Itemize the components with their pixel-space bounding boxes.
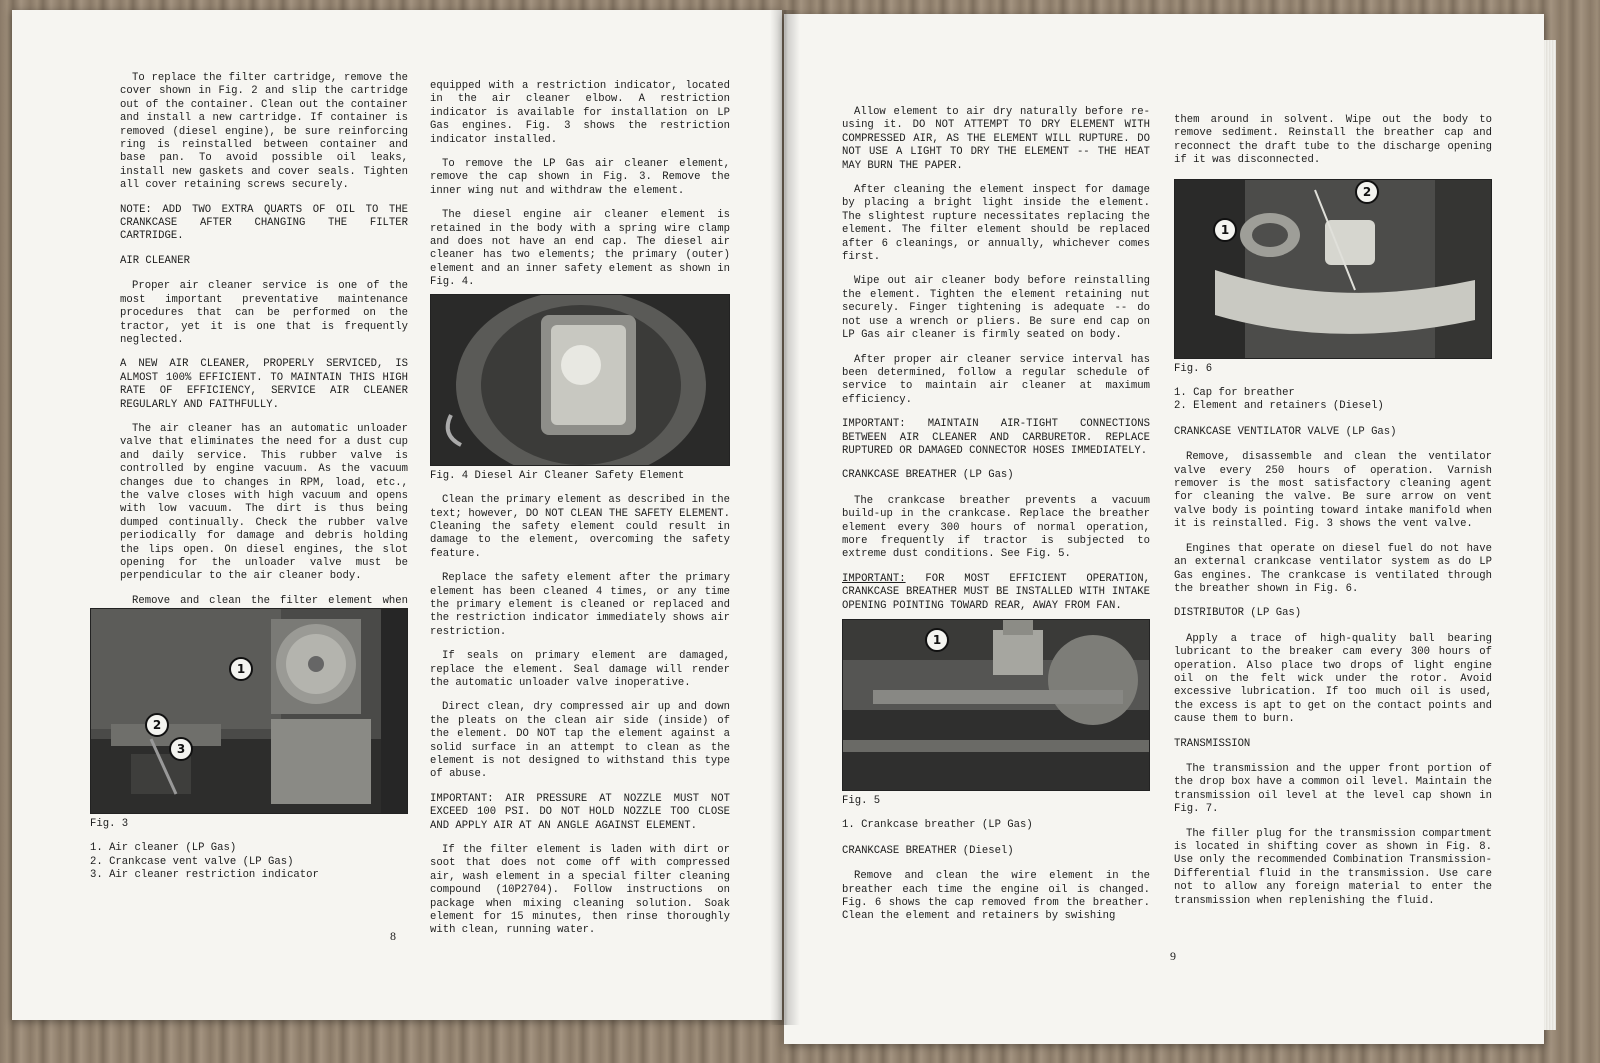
fig5-legend xyxy=(842,819,1150,832)
air-tight-warning: IMPORTANT: MAINTAIN AIR-TIGHT CONNECTIONS BETWEEN AIR CLEANER AND CARBURETOR. REPLACE RUPTURED OR DAMAGED CONNECTOR HOSES IMMEDIATELY. xyxy=(842,418,1150,457)
fig5-callout-1: 1 xyxy=(925,628,949,652)
fig4-air-cleaner-illustration xyxy=(431,295,730,465)
fig5-caption: Fig. 5 xyxy=(842,795,881,807)
transmission-oil-paragraph: The transmission and the upper front portion of the drop box have a common oil level. Maintain the transmission oil level at the level cap shown in Fig. 7. xyxy=(1174,762,1492,816)
fig3-engine-illustration xyxy=(91,609,408,813)
fig6-breather-cap-illustration xyxy=(1175,180,1492,358)
inspect-element-paragraph: After cleaning the element inspect for damage by placing a bright light inside the element. The slightest rupture necessitates replacing the element. The filter element should be replaced after 6 cleanings, or annually, whichever comes first. xyxy=(842,184,1150,264)
fig3-callout-3: 3 xyxy=(169,737,193,761)
fig4-photo xyxy=(430,294,730,466)
fig3-legend-item: 3. Air cleaner restriction indicator xyxy=(90,869,319,882)
diesel-element-paragraph: The diesel engine air cleaner element is retained in the body with a spring wire clamp and does not have an end cap. The diesel air cleaner has two elements; the primary (outer) element and an inner safety element as shown in Fig. 4. xyxy=(430,209,730,289)
breather-lp-heading: CRANKCASE BREATHER (LP Gas) xyxy=(842,469,1014,482)
fig6-photo xyxy=(1174,179,1492,359)
fig6-callout-2: 2 xyxy=(1355,180,1379,204)
lp-gas-element-removal: To remove the LP Gas air cleaner element, remove the cap shown in Fig. 3. Remove the inner wing nut and withdraw the element. xyxy=(430,158,730,197)
page-number-right: 9 xyxy=(1170,949,1176,963)
vent-valve-heading: CRANKCASE VENTILATOR VALVE (LP Gas) xyxy=(1174,425,1397,438)
breather-install-warning xyxy=(842,573,1150,613)
fig3-caption: Fig. 3 xyxy=(90,818,129,830)
fig3-legend-item: 2. Crankcase vent valve (LP Gas) xyxy=(90,855,294,868)
air-cleaner-heading: AIR CLEANER xyxy=(120,254,190,267)
page-edge-stack xyxy=(1544,40,1556,1030)
breather-lp-paragraph: The crankcase breather prevents a vacuum build-up in the crankcase. Replace the breather element every 300 hours of normal operation, more frequently if tractor is subjected to extreme dust conditions. See Fig. 5. xyxy=(842,494,1150,561)
page-number-left: 8 xyxy=(390,929,396,943)
fig3-callout-2: 2 xyxy=(145,713,169,737)
right-page xyxy=(784,14,1544,1044)
restriction-indicator-paragraph: equipped with a restriction indicator, located in the air cleaner elbow. A restriction indicator is available for installation on LP Gas engines. Fig. 3 shows the restriction indicator installed. xyxy=(430,80,730,146)
air-dry-paragraph: Allow element to air dry naturally before re-using it. DO NOT ATTEMPT TO DRY ELEMENT WITH COMPRESSED AIR, AS THE ELEMENT WILL RUPTURE. DO NOT USE A LIGHT TO DRY THE ELEMENT -- THE HEAT MAY BURN THE PAPER. xyxy=(842,106,1150,172)
fig3-legend-item: 1. Air cleaner (LP Gas) xyxy=(90,842,237,855)
fig5-breather-illustration xyxy=(843,620,1150,790)
fig6-caption: Fig. 6 xyxy=(1174,362,1213,375)
fig3-legend xyxy=(90,842,408,882)
unloader-valve-paragraph: The air cleaner has an automatic unloader valve that eliminates the need for a dust cup and daily service. This rubber valve is controlled by engine vacuum. As the vacuum changes due to changes in RPM, load, etc., the valve closes with high vacuum and opens with low vacuum. The dirt is thus being dumped continually. Check the rubber valve periodically for damage and debris holding the lips open. On diesel engines, the slot opening for the unloader valve must be perpendicular to the air cleaner body. xyxy=(120,422,408,583)
distributor-paragraph: Apply a trace of high-quality ball bearing lubricant to the breaker cam every 300 hours of operation. Also place two drops of light engine oil on the felt wick under the rotor. Avoid excessive lubrication. If too much oil is used, the excess is apt to get on the contact points and cause them to burn. xyxy=(1174,632,1492,726)
fig3-photo xyxy=(90,608,408,814)
seal-damage-paragraph: If seals on primary element are damaged, replace the element. Seal damage will render the automatic unloader valve inoperative. xyxy=(430,650,730,689)
fig6-callout-1: 1 xyxy=(1213,218,1237,242)
diesel-ventilation-paragraph: Engines that operate on diesel fuel do not have an external crankcase ventilator system as do LP Gas engines. The crankcase is ventilated through the breather shown in Fig. 6. xyxy=(1174,542,1492,595)
vent-valve-paragraph: Remove, disassemble and clean the ventilator valve every 250 hours of operation. Varnish remover is the most satisfactory cleaning agent for cleaning the valve. Be sure arrow on vent valve body is pointing toward intake manifold when it is reinstalled. Fig. 3 shows the vent valve. xyxy=(1174,451,1492,531)
breather-install-text: FOR MOST EFFICIENT OPERATION, CRANKCASE BREATHER MUST BE INSTALLED WITH INTAKE OPENING POINTING TOWARD REAR, AWAY FROM FAN. xyxy=(842,572,1150,612)
air-pressure-warning: IMPORTANT: AIR PRESSURE AT NOZZLE MUST NOT EXCEED 100 PSI. DO NOT HOLD NOZZLE TOO CLOSE AND APPLY AIR AT AN ANGLE AGAINST ELEMENT. xyxy=(430,792,730,832)
fig3-block xyxy=(90,608,408,883)
right-column-2 xyxy=(1174,114,1492,919)
filler-plug-paragraph: The filler plug for the transmission compartment is located in shifting cover as shown in Fig. 8. Use only the recommended Combination Transmission-Differential fluid in the transmission. Use care not to allow any foreign material to enter the transmission when replenishing the fluid. xyxy=(1174,827,1492,907)
safety-element-replacement: Replace the safety element after the primary element has been cleaned 4 times, or any time the primary element is cleaned or replaced and the restriction indicator immediately shows air restriction. xyxy=(430,572,730,638)
filter-cartridge-paragraph: To replace the filter cartridge, remove the cover shown in Fig. 2 and slip the cartridge out of the container. Clean out the container and install a new cartridge. If container is removed (diesel engine), be sure reinforcing ring is reinstalled between container and base pan. To avoid possible oil leaks, install new gaskets and cover seals. Tighten all cover retaining screws securely. xyxy=(120,72,408,192)
left-column-2 xyxy=(430,80,730,949)
filter-element-paragraph: Remove and clean the filter element when xyxy=(132,594,408,607)
fig5-legend-item: 1. Crankcase breather (LP Gas) xyxy=(842,819,1033,832)
solvent-paragraph: them around in solvent. Wipe out the body to remove sediment. Reinstall the breather cap and reconnect the draft tube to the discharge opening if it was disconnected. xyxy=(1174,114,1492,167)
fig4-caption: Fig. 4 Diesel Air Cleaner Safety Element xyxy=(430,469,685,482)
left-page xyxy=(12,10,782,1020)
fig6-legend xyxy=(1174,387,1492,414)
transmission-heading: TRANSMISSION xyxy=(1174,737,1251,750)
air-cleaner-intro: Proper air cleaner service is one of the most important preventative maintenance procedures that can be performed on the tractor, yet it is one that is frequently neglected. xyxy=(120,280,408,346)
primary-element-paragraph: Clean the primary element as described in the text; however, DO NOT CLEAN THE SAFETY ELEMENT. Cleaning the safety element could result in damage to the element, overcoming the safety feature. xyxy=(430,494,730,560)
important-label: IMPORTANT: xyxy=(842,572,906,585)
distributor-heading: DISTRIBUTOR (LP Gas) xyxy=(1174,607,1302,620)
oil-note: NOTE: ADD TWO EXTRA QUARTS OF OIL TO THE CRANKCASE AFTER CHANGING THE FILTER CARTRIDGE. xyxy=(120,203,408,243)
breather-diesel-heading: CRANKCASE BREATHER (Diesel) xyxy=(842,844,1014,857)
book-spine-shadow xyxy=(770,10,800,1025)
compressed-air-paragraph: Direct clean, dry compressed air up and down the pleats on the clean air side (inside) of the element. DO NOT tap the element against a solid surface in an attempt to clean as the element is not designed to withstand this type of abuse. xyxy=(430,701,730,781)
right-column-1 xyxy=(842,106,1150,935)
fig6-legend-item: 1. Cap for breather xyxy=(1174,387,1295,400)
fig5-photo xyxy=(842,619,1150,791)
fig3-callout-1: 1 xyxy=(229,657,253,681)
fig6-legend-item: 2. Element and retainers (Diesel) xyxy=(1174,400,1384,413)
left-column-1 xyxy=(120,72,408,654)
reinstall-element-paragraph: Wipe out air cleaner body before reinstalling the element. Tighten the element retaining nut securely. Finger tightening is adequate -- do not use a wrench or pliers. Be sure end cap on LP Gas air cleaner is firmly seated on body. xyxy=(842,275,1150,342)
breather-diesel-paragraph: Remove and clean the wire element in the breather each time the engine oil is changed. Fig. 6 shows the cap removed from the breather. Clean the element and retainers by swishing xyxy=(842,870,1150,923)
air-cleaner-efficiency: A NEW AIR CLEANER, PROPERLY SERVICED, IS ALMOST 100% EFFICIENT. TO MAINTAIN THIS HIGH RATE OF EFFICIENCY, SERVICE AIR CLEANER REGULARLY AND FAITHFULLY. xyxy=(120,358,408,411)
filter-washing-paragraph: If the filter element is laden with dirt or soot that does not come off with compressed air, wash element in a special filter cleaning compound (10P2704). Follow instructions on package when mixing cleaning solution. Soak element for 15 minutes, then rinse thoroughly with clean, running water. xyxy=(430,844,730,937)
service-interval-paragraph: After proper air cleaner service interval has been determined, follow a regular schedule of service to maintain air cleaner at maximum efficiency. xyxy=(842,353,1150,406)
